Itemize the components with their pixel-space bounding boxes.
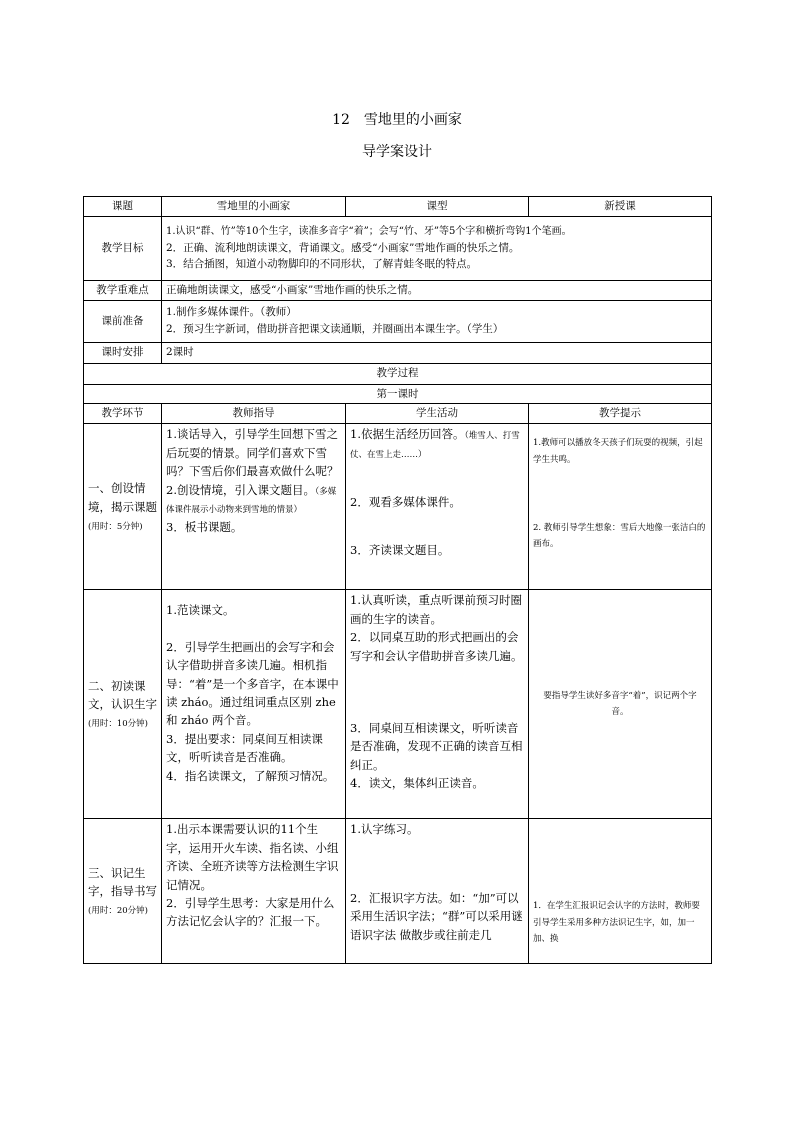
document-subtitle: 导学案设计 xyxy=(362,144,432,160)
goals-label: 教学目标 xyxy=(84,216,162,280)
type-label: 课型 xyxy=(346,197,529,217)
hours-label: 课时安排 xyxy=(84,342,162,363)
prep-cell xyxy=(162,300,712,342)
column-header: 教师指导 xyxy=(162,404,346,424)
column-header: 教学环节 xyxy=(84,404,162,424)
topic-value: 雪地里的小画家 xyxy=(162,197,346,217)
student-step: 1.认字练习。 xyxy=(350,822,419,837)
goals-cell xyxy=(162,216,712,280)
hint-item: 要指导学生读好多音字“着”，识记两个字音。 xyxy=(543,691,697,718)
stage-time: (用时：10分钟) xyxy=(88,719,148,730)
student-cell xyxy=(346,424,529,590)
teacher-step: 3．板书课题。 xyxy=(166,519,243,534)
hint-item: 1.教师可以播放冬天孩子们玩耍的视频，引起学生共鸣。 xyxy=(533,438,703,465)
prep-item: 2．预习生字新词，借助拼音把课文读通顺，并圈画出本课生字。（学生） xyxy=(166,323,504,336)
prep-row xyxy=(84,300,712,342)
teacher-step: 1.范读课文。 xyxy=(166,603,235,618)
type-value: 新授课 xyxy=(529,197,712,217)
student-step: 4．读文，集体纠正读音。 xyxy=(350,776,484,791)
student-step xyxy=(350,425,524,462)
stage-row xyxy=(84,819,712,964)
teacher-cell xyxy=(162,819,346,964)
teacher-step-text: 2.创设情境，引入课文题目。 xyxy=(166,482,315,497)
teacher-cell xyxy=(162,424,346,590)
lesson-title: 12 雪地里的小画家 xyxy=(332,112,462,128)
key-label: 教学重难点 xyxy=(84,280,162,300)
stage-time: (用时：20分钟) xyxy=(88,906,148,917)
goal-item: 3．结合插图，知道小动物脚印的不同形状，了解青蛙冬眠的特点。 xyxy=(166,258,478,271)
column-header: 教学提示 xyxy=(529,404,712,424)
process-label: 教学过程 xyxy=(84,363,712,384)
stage-time: (用时：5分钟) xyxy=(88,521,143,532)
teacher-step: 2．引导学生思考：大家是用什么方法记忆会认字的？汇报一下。 xyxy=(166,895,335,929)
hint-cell xyxy=(529,424,712,590)
goal-item: 2．正确、流利地朗读课文，背诵课文。感受“小画家”雪地作画的快乐之情。 xyxy=(166,241,520,254)
student-cell xyxy=(346,819,529,964)
prep-item: 1.制作多媒体课件。（教师） xyxy=(166,306,297,319)
prep-label: 课前准备 xyxy=(84,300,162,342)
teacher-step-note: （多媒体课件展示小动物来到雪地的情景） xyxy=(166,486,337,516)
teacher-step: 2．引导学生把画出的会写字和会认字借助拼音多读几遍。相机指导：“着”是一个多音字，在本课中读 zháo。通过组词重点区别 zhe 和 zháo 两个音。 xyxy=(166,639,339,728)
student-step: 1.认真听读，重点听课前预习时圈画的生字的读音。 xyxy=(350,593,522,626)
stage-name: 三、识记生字，指导书写 xyxy=(88,865,157,899)
student-step: 2．汇报识字方法。如：“加”可以采用生活识字法；“群”可以采用谜语识字法 做散步或往前走几 xyxy=(350,890,523,942)
teacher-step: 3．提出要求：同桌间互相读课文，听听读音是否准确。 xyxy=(166,731,323,765)
student-step: 3．同桌间互相读课文，听听读音是否准确，发现不正确的读音互相纠正。 xyxy=(350,720,523,772)
teacher-step xyxy=(166,481,341,518)
column-header: 学生活动 xyxy=(346,404,529,424)
hint-item: 2. 教师引导学生想象：雪后大地像一张洁白的画布。 xyxy=(533,522,706,549)
column-header-row xyxy=(84,404,712,424)
hint-cell xyxy=(529,819,712,964)
lesson1-row xyxy=(84,384,712,404)
topic-row xyxy=(84,197,712,217)
goal-item: 1.认识“群、竹”等10个生字，读准多音字“着”；会写“竹、牙”等5个字和横折弯钩1个笔画。 xyxy=(166,225,572,237)
hint-cell xyxy=(529,590,712,819)
teacher-step: 4．指名读课文，了解预习情况。 xyxy=(166,768,335,783)
student-step-text: 1.依据生活经历回答。 xyxy=(350,427,465,442)
stage-name-cell xyxy=(84,424,162,590)
hours-value: 2课时 xyxy=(162,342,712,363)
stage-row xyxy=(84,424,712,590)
student-step: 2．观看多媒体课件。 xyxy=(350,494,461,509)
lesson-plan-table xyxy=(83,196,712,964)
stage-name-cell xyxy=(84,819,162,964)
lesson1-label: 第一课时 xyxy=(84,384,712,404)
key-value: 正确地朗读课文，感受“小画家”雪地作画的快乐之情。 xyxy=(162,280,712,300)
stage-name-cell xyxy=(84,590,162,819)
student-step: 3．齐读课文题目。 xyxy=(350,542,450,557)
student-step-note: （堆雪人、打雪仗、在雪上走……） xyxy=(350,431,520,460)
hint-item: 1．在学生汇报识记会认字的方法时，教师要引导学生采用多种方法识记生字，如，加一加、换 xyxy=(533,901,700,944)
stage-name: 一、创设情境，揭示课题 xyxy=(88,481,157,514)
process-row xyxy=(84,363,712,384)
teacher-cell xyxy=(162,590,346,819)
key-row xyxy=(84,280,712,300)
stage-row xyxy=(84,590,712,819)
teacher-step: 1.谈话导入，引导学生回想下雪之后玩耍的情景。同学们喜欢下雪吗？下雪后你们最喜欢做什么呢？ xyxy=(166,427,339,479)
stage-name: 二、初读课文，认识生字 xyxy=(88,678,157,712)
student-cell xyxy=(346,590,529,819)
topic-label: 课题 xyxy=(84,197,162,217)
hours-row xyxy=(84,342,712,363)
student-step: 2．以同桌互助的形式把画出的会写字和会认字借助拼音多读几遍。 xyxy=(350,630,523,663)
goals-row xyxy=(84,216,712,280)
teacher-step: 1.出示本课需要认识的11个生字，运用开火车读、指名读、小组齐读、全班齐读等方法检测生字识记情况。 xyxy=(166,822,339,892)
